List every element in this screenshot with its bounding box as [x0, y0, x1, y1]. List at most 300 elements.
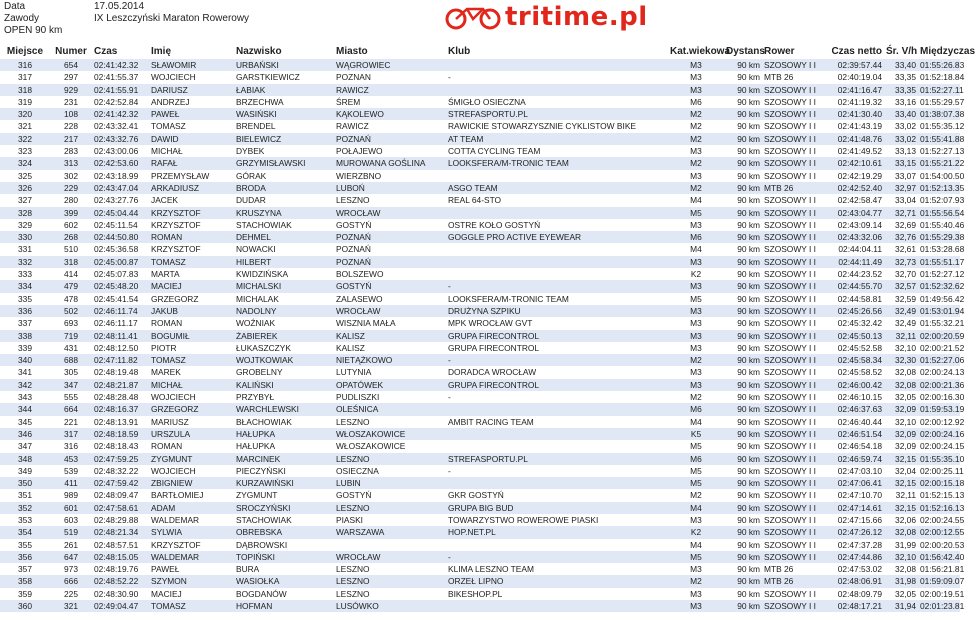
cell-distance: 90 km: [724, 108, 762, 120]
cell-city: OLEŚNICA: [334, 403, 446, 415]
cell-age-category: M6: [690, 96, 702, 107]
cell-distance: 90 km: [737, 219, 760, 230]
cell-number: 283: [64, 146, 78, 157]
cell-split: 02:00:20.59: [920, 330, 965, 341]
col-header-first-name: Imię: [151, 46, 172, 57]
cell-first-name: PAWEŁ: [149, 108, 234, 120]
col-header-number: Numer: [55, 46, 87, 57]
cell-city: WROCŁAW: [334, 551, 446, 563]
cell-first-name: MICHAŁ: [151, 146, 183, 157]
cell-avg-speed: 32,69: [895, 219, 916, 230]
cell-club: GKR GOSTYŃ: [448, 490, 504, 501]
cell-time: 02:48:52.22: [92, 575, 149, 587]
cell-bike: SZOSOWY I I: [762, 453, 826, 465]
cell-bike: SZOSOWY I I: [762, 305, 826, 317]
cell-bike: SZOSOWY I I: [764, 539, 816, 550]
cell-city: WARSZAWA: [334, 526, 446, 538]
table-row: [0, 514, 960, 526]
cell-time: 02:47:59.42: [92, 477, 149, 489]
cell-bike: SZOSOWY I I: [764, 392, 816, 403]
cell-split: 02:00:15.18: [920, 478, 965, 489]
table-row: [0, 305, 960, 317]
table-row: [0, 489, 960, 501]
cell-distance: 90 km: [737, 269, 760, 280]
cell-last-name: GARSTKIEWICZ: [236, 72, 300, 83]
cell-net-time: 02:46:40.44: [837, 416, 882, 427]
cell-number: 231: [64, 96, 78, 107]
cell-number: 929: [50, 84, 92, 96]
cell-split: 02:00:24.13: [920, 367, 965, 378]
cell-distance: 90 km: [724, 207, 762, 219]
cell-split: 01:55:35.12: [920, 121, 965, 132]
table-row: [0, 84, 960, 96]
cell-time: 02:48:13.91: [94, 416, 139, 427]
table-row: [0, 453, 960, 465]
cell-number: 502: [50, 305, 92, 317]
cell-distance: 90 km: [724, 526, 762, 538]
cell-club: DRUŻYNA SZPIKU: [446, 305, 668, 317]
cell-city: LESZNO: [336, 195, 370, 206]
cell-club: [446, 207, 668, 219]
cell-last-name: STACHOWIAK: [236, 514, 292, 525]
cell-net-time: 02:45:26.56: [826, 305, 884, 317]
cell-last-name: ŻABIEREK: [234, 330, 334, 342]
cell-city: WĄGROWIEC: [334, 59, 446, 71]
cell-distance: 90 km: [724, 600, 762, 612]
cell-time: 02:48:11.41: [92, 330, 149, 342]
cell-number: 316: [64, 441, 78, 452]
cell-club: [446, 59, 668, 71]
cell-time: 02:43:32.76: [92, 133, 149, 145]
cell-split: 01:52:27.12: [920, 269, 965, 280]
cell-club: ORZEŁ LIPNO: [446, 575, 668, 587]
cell-first-name: RAFAŁ: [149, 157, 234, 169]
cell-split: 01:55:32.21: [920, 318, 965, 329]
table-row: [0, 563, 960, 575]
cell-bike: SZOSOWY I I: [762, 59, 826, 71]
cell-number: 347: [50, 379, 92, 391]
cell-distance: 90 km: [737, 121, 760, 132]
cell-distance: 90 km: [724, 428, 762, 440]
cell-net-time: 02:45:52.58: [837, 342, 882, 353]
cell-age-category: M6: [668, 231, 724, 243]
cell-split: 02:00:20.53: [920, 539, 965, 550]
table-row: [0, 575, 960, 587]
cell-club: [446, 268, 668, 280]
cell-number: 261: [64, 539, 78, 550]
cell-last-name: DUDAR: [236, 195, 266, 206]
cell-net-time: 02:47:44.86: [826, 551, 884, 563]
cell-city: PIASKI: [336, 514, 363, 525]
cell-last-name: ŁUKASZCZYK: [236, 342, 291, 353]
cell-split: 02:00:16.30: [920, 392, 965, 403]
cell-city: ŚREM: [336, 96, 361, 107]
cell-distance: 90 km: [724, 59, 762, 71]
cell-first-name: KRZYSZTOF: [151, 219, 201, 230]
cell-last-name: NADOLNY: [234, 305, 334, 317]
cell-age-category: M5: [668, 207, 724, 219]
cell-avg-speed: 32,97: [884, 182, 918, 194]
cell-club: -: [446, 354, 668, 366]
cell-time: 02:41:42.32: [92, 108, 149, 120]
cell-first-name: KRZYSZTOF: [151, 539, 201, 550]
cell-club: [446, 256, 668, 268]
cell-time: 02:45:36.58: [94, 244, 139, 255]
cell-age-category: M5: [690, 465, 702, 476]
cell-distance: 90 km: [737, 588, 760, 599]
cell-city: WROCŁAW: [334, 305, 446, 317]
cell-bike: SZOSOWY I I: [764, 121, 816, 132]
cell-place: 351: [18, 490, 32, 501]
cell-last-name: BOGDANÓW: [236, 588, 287, 599]
cell-number: 280: [64, 195, 78, 206]
cell-first-name: WOJCIECH: [151, 465, 196, 476]
cell-number: 510: [64, 244, 78, 255]
cell-age-category: M3: [690, 342, 702, 353]
cell-age-category: M3: [690, 219, 702, 230]
cell-first-name: MAREK: [151, 367, 181, 378]
cell-bike: SZOSOWY I I: [762, 379, 826, 391]
cell-first-name: DAWID: [149, 133, 234, 145]
table-row: [0, 379, 960, 391]
cell-split: 01:55:41.88: [920, 133, 965, 144]
cell-avg-speed: 33,04: [895, 195, 916, 206]
cell-net-time: 02:48:09.79: [837, 588, 882, 599]
cell-age-category: M4: [690, 195, 702, 206]
cell-place: 334: [0, 280, 50, 292]
cell-age-category: M4: [690, 416, 702, 427]
cell-club: REAL 64-STO: [448, 195, 502, 206]
cell-time: 02:48:18.43: [94, 441, 139, 452]
cell-time: 02:41:55.91: [92, 84, 149, 96]
cell-distance: 90 km: [724, 502, 762, 514]
col-header-city: Miasto: [336, 46, 368, 57]
cell-number: 414: [64, 269, 78, 280]
cell-age-category: K2: [690, 269, 702, 280]
cell-first-name: PRZEMYSŁAW: [151, 170, 210, 181]
cell-first-name: GRZEGORZ: [151, 293, 199, 304]
cell-bike: SZOSOWY I I: [762, 84, 826, 96]
cell-place: 319: [18, 96, 32, 107]
cell-first-name: TOMASZ: [149, 256, 234, 268]
date-value: 17.05.2014: [94, 1, 145, 12]
cell-city: POZNAŃ: [334, 231, 446, 243]
cell-first-name: JAKUB: [149, 305, 234, 317]
cell-first-name: TOMASZ: [151, 121, 186, 132]
cell-net-time: 02:43:04.77: [826, 207, 884, 219]
cell-distance: 90 km: [737, 195, 760, 206]
cell-city: LUTYNIA: [336, 367, 372, 378]
cell-first-name: PIOTR: [151, 342, 177, 353]
cell-first-name: ARKADIUSZ: [149, 182, 234, 194]
cell-net-time: 02:42:58.47: [837, 195, 882, 206]
cell-last-name: HAŁUPKA: [236, 441, 276, 452]
cell-split: 02:00:21.52: [920, 342, 965, 353]
cell-bike: SZOSOWY I I: [762, 157, 826, 169]
cell-distance: 90 km: [737, 514, 760, 525]
cell-net-time: 02:44:58.81: [837, 293, 882, 304]
cell-distance: 90 km: [737, 465, 760, 476]
cell-age-category: M3: [690, 564, 702, 575]
cell-first-name: SZYMON: [149, 575, 234, 587]
cell-city: PUDLISZKI: [336, 392, 380, 403]
table-row: [0, 194, 960, 206]
cell-age-category: M5: [690, 441, 702, 452]
cell-time: 02:48:16.37: [92, 403, 149, 415]
cell-first-name: WOJCIECH: [151, 392, 196, 403]
cell-club: [446, 440, 668, 452]
cell-distance: 90 km: [724, 84, 762, 96]
event-info: [4, 1, 249, 37]
cell-place: 345: [18, 416, 32, 427]
cell-last-name: PIECZYŃSKI: [236, 465, 286, 476]
cell-bike: SZOSOWY I I: [762, 280, 826, 292]
cell-net-time: 02:45:50.13: [826, 330, 884, 342]
table-row: [0, 366, 960, 378]
cell-avg-speed: 32,73: [884, 256, 918, 268]
cell-net-time: 02:44:11.49: [826, 256, 884, 268]
cell-city: NIETĄŻKOWO: [334, 354, 446, 366]
cell-split: 01:59:53.19: [920, 404, 965, 415]
cell-bike: MTB 26: [762, 182, 826, 194]
cell-city: BOLSZEWO: [336, 269, 384, 280]
cell-bike: SZOSOWY I I: [762, 256, 826, 268]
cell-club: DORADCA WROCŁAW: [448, 367, 537, 378]
cell-place: 349: [18, 465, 32, 476]
cell-bike: SZOSOWY I I: [762, 108, 826, 120]
cell-club: KLIMA LESZNO TEAM: [448, 564, 534, 575]
col-header-split: Międzyczas: [920, 46, 975, 57]
cell-city: GOSTYŃ: [334, 280, 446, 292]
cell-net-time: 02:43:09.14: [837, 219, 882, 230]
cell-bike: SZOSOWY I I: [764, 416, 816, 427]
cell-avg-speed: 32,08: [884, 526, 918, 538]
cell-city: LUBOŃ: [334, 182, 446, 194]
table-row: [0, 231, 960, 243]
cell-age-category: M3: [690, 170, 702, 181]
cell-split: 02:00:24.16: [920, 428, 965, 439]
cell-age-category: M5: [668, 551, 724, 563]
cell-time: 02:43:18.99: [94, 170, 139, 181]
cell-time: 02:45:11.54: [94, 219, 138, 230]
cell-net-time: 02:47:06.41: [826, 477, 884, 489]
table-row: [0, 330, 960, 342]
cell-net-time: 02:41:43.19: [837, 121, 882, 132]
cell-distance: 90 km: [724, 133, 762, 145]
cell-bike: SZOSOWY I I: [762, 403, 826, 415]
cell-club: -: [446, 280, 668, 292]
cell-net-time: 02:47:14.61: [826, 502, 884, 514]
cell-avg-speed: 32,71: [884, 207, 918, 219]
cell-city: OSIECZNA: [336, 465, 379, 476]
cell-first-name: DARIUSZ: [149, 84, 234, 96]
cell-last-name: STACHOWIAK: [236, 219, 292, 230]
cell-age-category: M4: [668, 502, 724, 514]
cell-number: 431: [64, 342, 78, 353]
cell-last-name: BŁACHOWIAK: [236, 416, 292, 427]
cell-net-time: 02:45:58.52: [837, 367, 882, 378]
cell-avg-speed: 32,76: [884, 231, 918, 243]
cell-last-name: ZYGMUNT: [236, 490, 278, 501]
cell-number: 688: [50, 354, 92, 366]
cell-age-category: M3: [690, 318, 702, 329]
cell-split: 01:55:51.17: [920, 256, 965, 267]
cell-club: ASGO TEAM: [446, 182, 668, 194]
cell-place: 358: [0, 575, 50, 587]
cell-distance: 90 km: [724, 575, 762, 587]
cell-city: WISZNIA MAŁA: [336, 318, 396, 329]
cell-avg-speed: 32,15: [884, 453, 918, 465]
cell-place: 325: [18, 170, 32, 181]
cell-age-category: M2: [690, 392, 702, 403]
cell-number: 302: [64, 170, 78, 181]
cell-place: 331: [18, 244, 32, 255]
cell-place: 333: [18, 269, 32, 280]
cell-number: 453: [50, 453, 92, 465]
cell-last-name: DEHMEL: [234, 231, 334, 243]
cell-age-category: M2: [690, 490, 702, 501]
cell-city: LESZNO: [334, 453, 446, 465]
cell-last-name: PRZYBYŁ: [236, 392, 275, 403]
cell-last-name: WARCHLEWSKI: [234, 403, 334, 415]
cell-net-time: 02:46:51.54: [826, 428, 884, 440]
cell-last-name: WOŹNIAK: [236, 318, 276, 329]
cell-avg-speed: 32,15: [884, 477, 918, 489]
cell-avg-speed: 32,05: [895, 392, 916, 403]
cell-split: 01:55:40.46: [920, 219, 965, 230]
col-header-place: Miejsce: [6, 46, 44, 57]
cell-age-category: M2: [668, 182, 724, 194]
cell-club: TOWARZYSTWO ROWEROWE PIASKI: [448, 514, 599, 525]
cell-number: 601: [50, 502, 92, 514]
cell-city: OPATÓWEK: [334, 379, 446, 391]
cell-distance: 90 km: [724, 231, 762, 243]
cell-last-name: HILBERT: [234, 256, 334, 268]
cell-last-name: URBAŃSKI: [234, 59, 334, 71]
cell-net-time: 02:41:49.52: [837, 146, 882, 157]
cell-split: 02:00:19.51: [920, 588, 965, 599]
cell-city: POZNAŃ: [336, 244, 371, 255]
cell-bike: SZOSOWY I I: [764, 146, 816, 157]
cell-time: 02:46:11.17: [94, 318, 138, 329]
cell-place: 360: [0, 600, 50, 612]
cell-club: AT TEAM: [446, 133, 668, 145]
cell-number: 602: [64, 219, 78, 230]
cell-place: 344: [0, 403, 50, 415]
cell-city: POŁAJEWO: [336, 146, 383, 157]
cell-time: 02:48:15.05: [92, 551, 149, 563]
col-header-avg-speed: Śr. V/h: [886, 46, 918, 57]
cell-number: 305: [64, 367, 78, 378]
cell-age-category: M3: [668, 59, 724, 71]
cell-net-time: 02:47:53.02: [837, 564, 882, 575]
cell-last-name: HAŁUPKA: [234, 428, 334, 440]
event-label: Zawody: [4, 13, 40, 24]
cell-club: STREFASPORTU.PL: [446, 453, 668, 465]
cell-split: 02:00:24.55: [920, 514, 965, 525]
cell-time: 02:44:50.80: [92, 231, 149, 243]
cell-first-name: MARIUSZ: [151, 416, 189, 427]
cell-first-name: SŁAWOMIR: [149, 59, 234, 71]
cell-distance: 90 km: [724, 330, 762, 342]
cell-last-name: MICHALAK: [236, 293, 279, 304]
cell-number: 519: [50, 526, 92, 538]
cell-split: 01:52:07.93: [920, 195, 965, 206]
cell-distance: 90 km: [737, 318, 760, 329]
cell-time: 02:43:00.06: [94, 146, 139, 157]
cell-distance: 90 km: [724, 305, 762, 317]
cell-first-name: ADAM: [149, 502, 234, 514]
cell-place: 346: [0, 428, 50, 440]
cell-bike: SZOSOWY I I: [762, 477, 826, 489]
cell-net-time: 02:48:06.91: [826, 575, 884, 587]
cell-split: 01:49:56.42: [920, 293, 965, 304]
table-row: [0, 539, 960, 551]
cell-net-time: 02:47:03.10: [837, 465, 882, 476]
cell-split: 01:52:27.13: [920, 146, 965, 157]
cell-split: 01:53:01.94: [920, 305, 965, 316]
cell-place: 335: [18, 293, 32, 304]
cell-avg-speed: 32,11: [895, 490, 916, 501]
cell-bike: MTB 26: [762, 575, 826, 587]
table-row: [0, 96, 960, 108]
cell-net-time: 02:41:16.47: [826, 84, 884, 96]
cell-last-name: WASIOŁKA: [234, 575, 334, 587]
col-header-bike: Rower: [764, 46, 795, 57]
cell-last-name: GÓRAK: [236, 170, 267, 181]
cell-city: GOSTYŃ: [336, 219, 372, 230]
cell-last-name: KWIDZIŃSKA: [236, 269, 289, 280]
cell-first-name: SYLWIA: [149, 526, 234, 538]
cell-split: 01:54:00.50: [920, 170, 965, 181]
cell-city: WŁOSZAKOWICE: [334, 428, 446, 440]
cell-bike: SZOSOWY I I: [762, 330, 826, 342]
cell-place: 353: [18, 514, 32, 525]
cell-first-name: TOMASZ: [149, 600, 234, 612]
cell-place: 332: [0, 256, 50, 268]
cell-distance: 90 km: [737, 441, 760, 452]
cell-time: 02:47:58.61: [92, 502, 149, 514]
cell-time: 02:47:59.25: [92, 453, 149, 465]
cell-net-time: 02:46:10.15: [837, 392, 882, 403]
cell-time: 02:41:55.37: [94, 72, 139, 83]
cell-avg-speed: 33,40: [884, 108, 918, 120]
cell-avg-speed: 33,16: [895, 96, 916, 107]
cell-split: 01:52:18.84: [920, 72, 965, 83]
cell-place: 342: [0, 379, 50, 391]
cell-avg-speed: 32,30: [884, 354, 918, 366]
cell-place: 354: [0, 526, 50, 538]
cell-avg-speed: 33,35: [895, 72, 916, 83]
cell-age-category: M3: [690, 588, 702, 599]
cell-avg-speed: 32,08: [895, 564, 916, 575]
cell-first-name: ANDRZEJ: [151, 96, 190, 107]
cell-net-time: 02:47:15.66: [837, 514, 882, 525]
cell-split: 01:56:42.40: [920, 551, 965, 562]
cell-age-category: M3: [668, 256, 724, 268]
cell-club: RAWICKIE STOWARZYSZNIE CYKLISTOW BIKE: [448, 121, 636, 132]
cell-age-category: M3: [690, 72, 702, 83]
distance-category: OPEN 90 km: [4, 25, 63, 36]
cell-bike: SZOSOWY I I: [764, 219, 816, 230]
cell-number: 973: [64, 564, 78, 575]
cell-club: [446, 403, 668, 415]
cell-distance: 90 km: [737, 539, 760, 550]
cell-distance: 90 km: [737, 146, 760, 157]
cell-club: GOGGLE PRO ACTIVE EYEWEAR: [446, 231, 668, 243]
cell-last-name: KRUSZYNA: [234, 207, 334, 219]
cell-first-name: ZYGMUNT: [149, 453, 234, 465]
